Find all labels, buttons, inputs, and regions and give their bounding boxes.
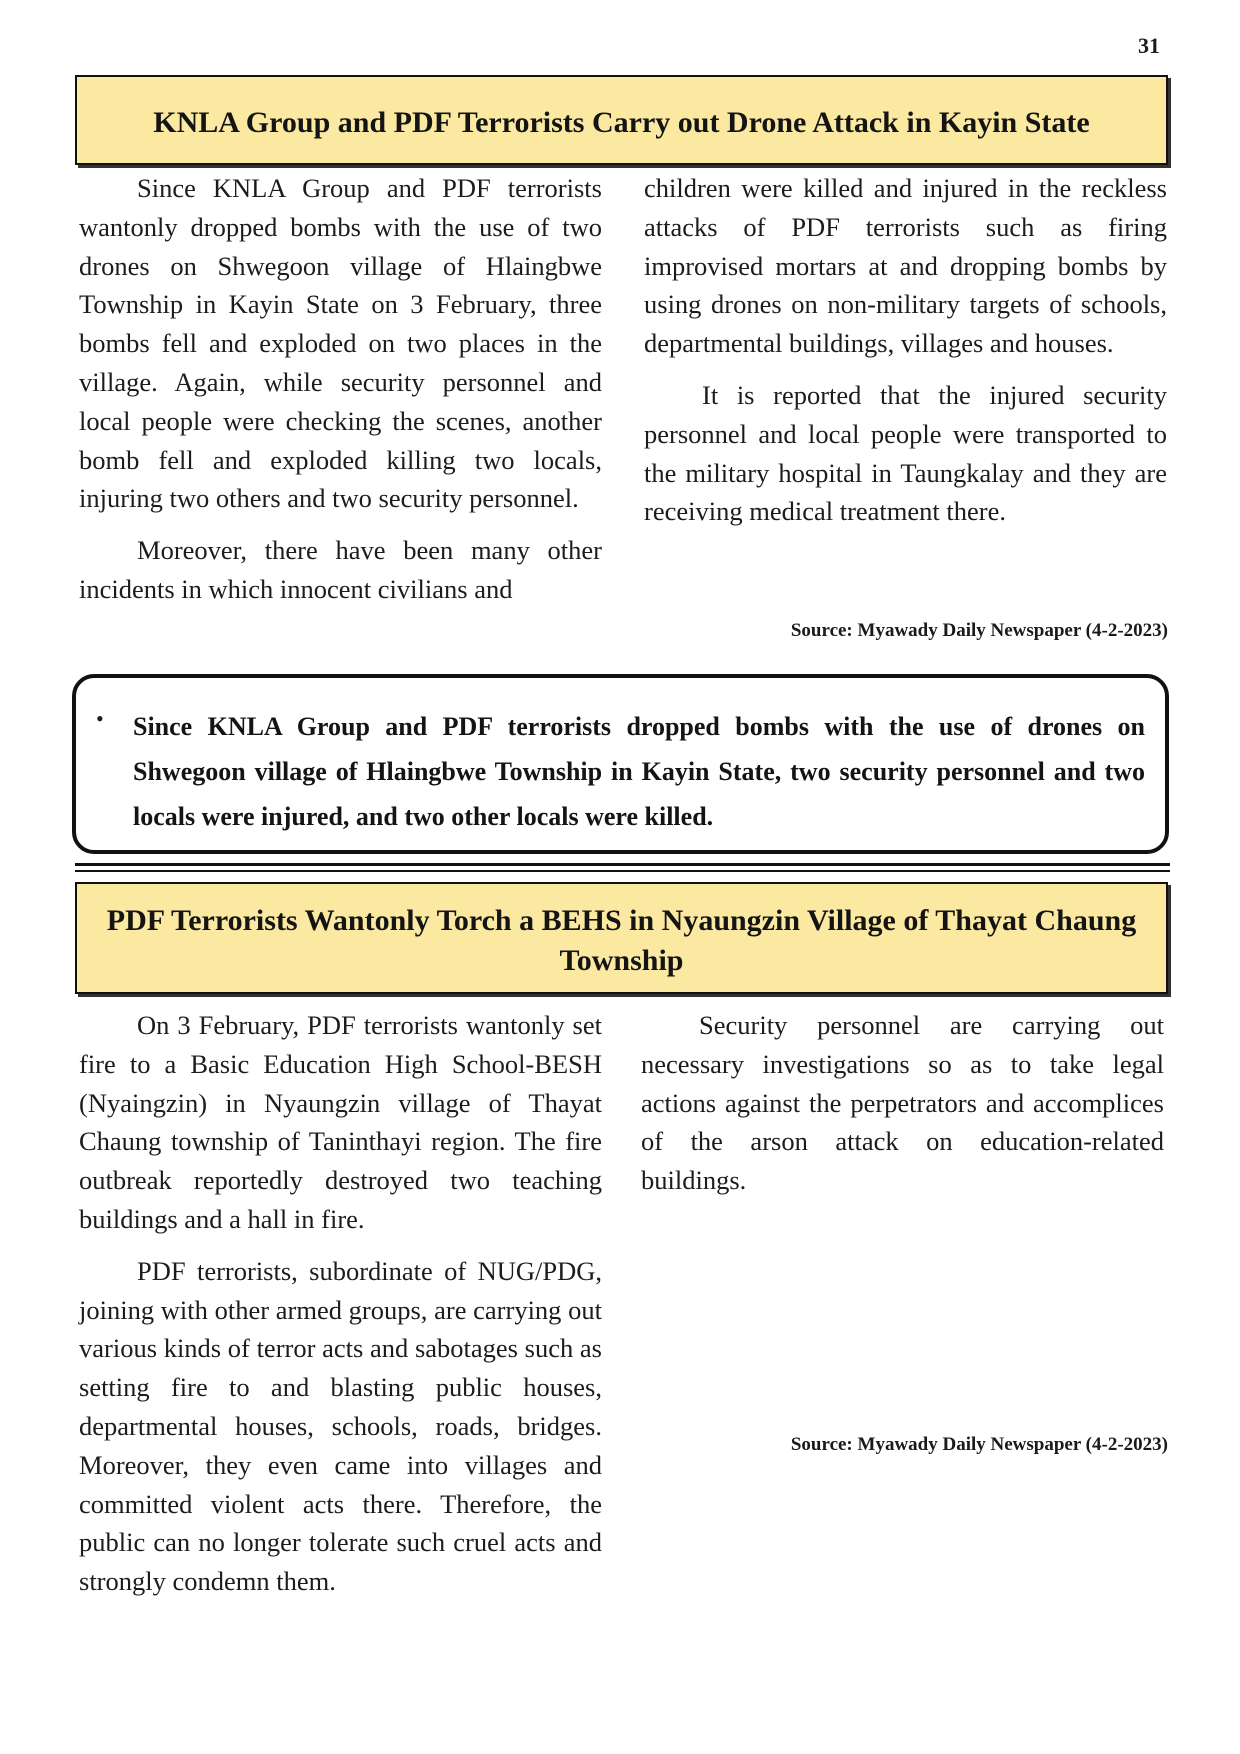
article-2-right-column xyxy=(641,1006,1164,1213)
section-divider-thin xyxy=(75,870,1170,872)
article-2-paragraph-2: PDF terrorists, subordinate of NUG/PDG, joining with other armed groups, are carrying out various kinds of terror acts and sabotages such as setting fire to and blasting public houses, departmental houses, schools, roads, bridges. Moreover, they even came into villages and committed violent acts there. Therefore, the public can no longer tolerate such cruel acts and strongly condemn them. xyxy=(79,1255,602,1597)
article-2-title: PDF Terrorists Wantonly Torch a BEHS in Nyaungzin Village of Thayat Chaung Township xyxy=(75,882,1168,994)
article-2-paragraph-3: Security personnel are carrying out necessary investigations so as to take legal actions against the perpetrators and accomplices of the arson attack on education-related buildings. xyxy=(641,1010,1164,1196)
article-2-paragraph-1: On 3 February, PDF terrorists wantonly set fire to a Basic Education High School-BESH (Nyaingzin) in Nyaungzin village of Thayat Chaung township of Taninthayi region. The fire outbreak reportedly destroyed two teaching buildings and a hall in fire. xyxy=(79,1010,602,1234)
article-1-paragraph-2-continued: children were killed and injured in the reckless attacks of PDF terrorists such as firing improvised mortars at and dropping bombs by using drones on non-military targets of schools, departmental buildings, villages and houses. xyxy=(644,173,1167,359)
article-2-left-column xyxy=(79,1006,602,1614)
article-1-paragraph-1: Since KNLA Group and PDF terrorists wantonly dropped bombs with the use of two drones on Shwegoon village of Hlaingbwe Township in Kayin State on 3 February, three bombs fell and exploded on two places in the village. Again, while security personnel and local people were checking the scenes, another bomb fell and exploded killing two locals, injuring two others and two security personnel. xyxy=(79,173,602,514)
article-1-title: KNLA Group and PDF Terrorists Carry out Drone Attack in Kayin State xyxy=(75,75,1168,165)
summary-text: Since KNLA Group and PDF terrorists dropped bombs with the use of drones on Shwegoon village of Hlaingbwe Township in Kayin State, two security personnel and two locals were injured, and two other locals were killed. xyxy=(133,712,1145,831)
article-1-paragraph-3: It is reported that the injured security personnel and local people were transported to the military hospital in Taungkalay and they are receiving medical treatment there. xyxy=(644,379,1167,527)
page-number: 31 xyxy=(1138,33,1160,58)
article-1-right-column xyxy=(644,169,1167,544)
article-1-source: Source: Myawady Daily Newspaper (4-2-2023) xyxy=(790,620,1168,641)
article-1-paragraph-2: Moreover, there have been many other incidents in which innocent civilians and xyxy=(79,535,602,604)
bullet-icon: • xyxy=(96,706,104,731)
summary-box xyxy=(72,674,1169,854)
article-1-left-column xyxy=(79,169,602,622)
article-2-source: Source: Myawady Daily Newspaper (4-2-2023) xyxy=(790,1434,1168,1455)
section-divider xyxy=(75,863,1170,866)
